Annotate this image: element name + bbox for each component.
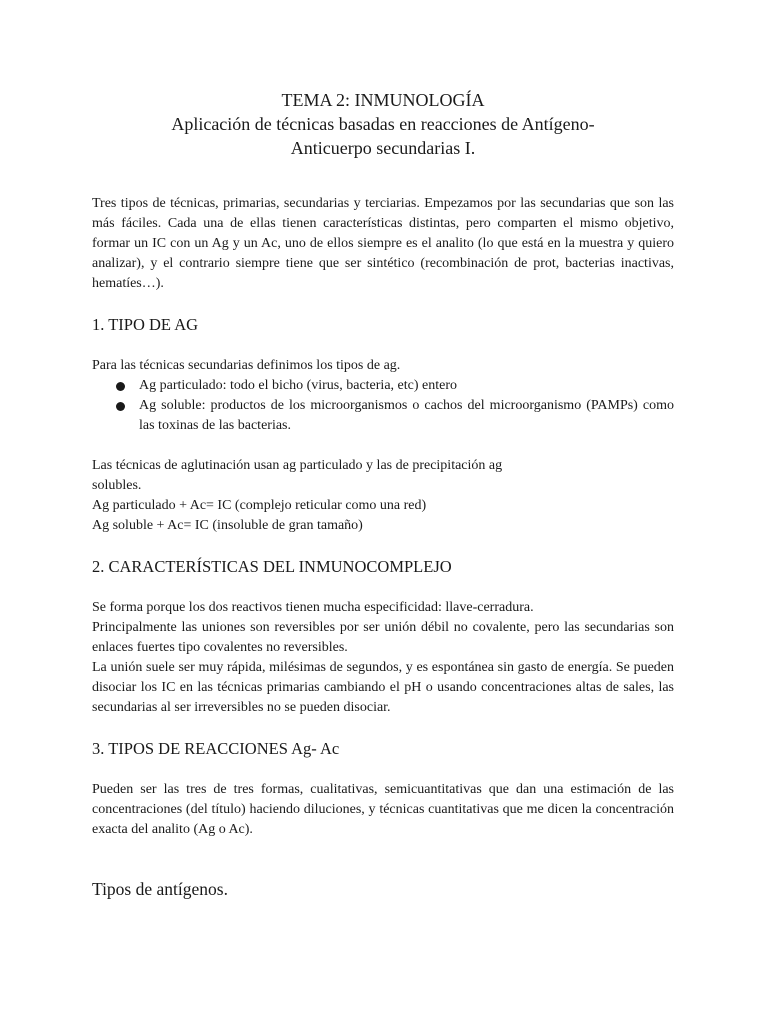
section-1-line-2: solubles.: [92, 478, 142, 493]
section-1-heading: 1. TIPO DE AG: [92, 315, 199, 334]
section-2-line-1: Se forma porque los dos reactivos tienen mucha especificidad: llave-cerradura.: [92, 600, 534, 615]
document-title: [92, 88, 674, 160]
title-line-3: Anticuerpo secundarias I.: [290, 138, 476, 158]
section-2-paragraph-2: Principalmente las uniones son reversibles por ser unión débil no covalente, pero las secundarias son enlaces fuertes tipo covalentes no reversibles.: [92, 620, 674, 655]
document-page: [92, 88, 674, 901]
title-line-1: TEMA 2: INMUNOLOGÍA: [281, 90, 485, 110]
section-1-line-3: Ag particulado + Ac= IC (complejo reticular como una red): [92, 498, 427, 513]
section-2-paragraph-3: La unión suele ser muy rápida, milésimas de segundos, y es espontánea sin gasto de energía. Se pueden disociar los IC en las técnicas primarias cambiando el pH o usando concentraciones altas de sales, las secundarias al ser irreversibles no se pueden disociar.: [92, 660, 674, 715]
antigen-type-list: [92, 376, 674, 436]
list-item-text: Ag particulado: todo el bicho (virus, bacteria, etc) entero: [139, 378, 457, 393]
section-1-line-4: Ag soluble + Ac= IC (insoluble de gran tamaño): [92, 518, 363, 533]
title-line-2: Aplicación de técnicas basadas en reacciones de Antígeno-: [171, 114, 595, 134]
bullet-icon: [116, 402, 125, 411]
section-2-heading: 2. CARACTERÍSTICAS DEL INMUNOCOMPLEJO: [92, 557, 452, 576]
bullet-icon: [116, 382, 125, 391]
section-3-heading: 3. TIPOS DE REACCIONES Ag- Ac: [92, 739, 340, 758]
list-item: [139, 396, 674, 436]
list-item-text: Ag soluble: productos de los microorganismos o cachos del microorganismo (PAMPs) como las toxinas de las bacterias.: [139, 398, 674, 433]
list-item: [139, 376, 674, 396]
intro-paragraph: Tres tipos de técnicas, primarias, secundarias y terciarias. Empezamos por las secundarias que son las más fáciles. Cada una de ellas tienen características distintas, pero comparten el mismo objetivo, formar un IC con un Ag y un Ac, uno de ellos siempre es el analito (lo que está en la muestra y quiero analizar), y el contrario siempre tiene que ser sintético (recombinación de prot, bacterias inactivas, hematíes…).: [92, 196, 674, 291]
antigen-types-subheading: Tipos de antígenos.: [92, 879, 228, 899]
section-1-lead: Para las técnicas secundarias definimos los tipos de ag.: [92, 358, 401, 373]
section-1-line-1: Las técnicas de aglutinación usan ag particulado y las de precipitación ag: [92, 458, 503, 473]
section-3-paragraph: Pueden ser las tres de tres formas, cualitativas, semicuantitativas que dan una estimación de las concentraciones (del título) haciendo diluciones, y técnicas cuantitativas que me dicen la concentración exacta del analito (Ag o Ac).: [92, 782, 674, 837]
